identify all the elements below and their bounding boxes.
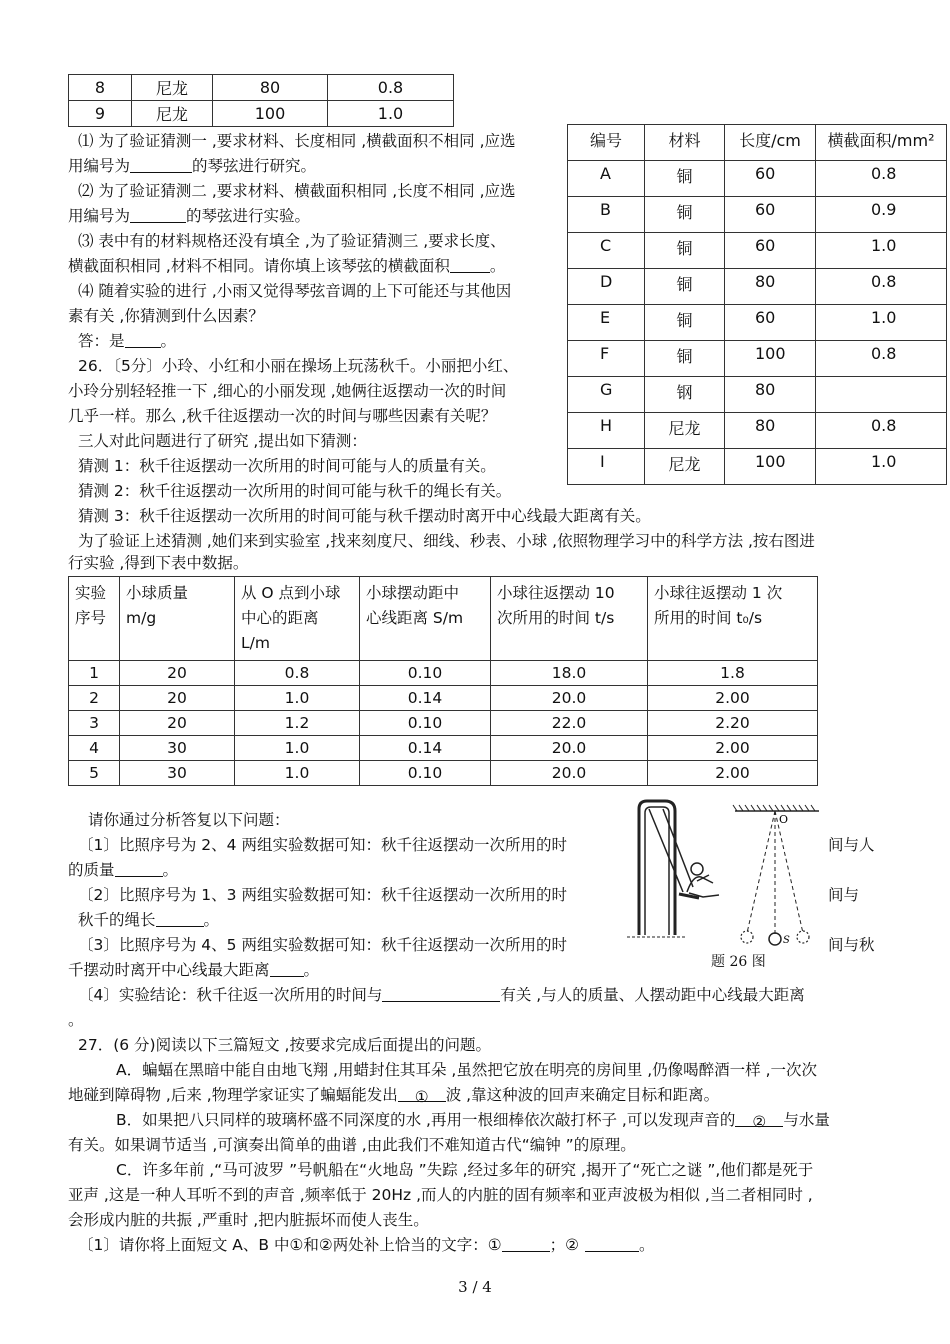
table-cell: 尼龙 <box>645 413 725 449</box>
text: 横截面积相同 ,材料不相同。请你填上该琴弦的横截面积 <box>68 257 450 275</box>
q25-part2-answer-line <box>68 204 310 229</box>
q25-part3-line: ⑶ 表中有的材料规格还没有填全 ,为了验证猜测三 ,要求长度、 <box>78 232 506 250</box>
text: 波 ,靠这种波的回声来确定目标和距离。 <box>445 1086 720 1104</box>
table-cell: 80 <box>213 75 328 101</box>
blank <box>115 860 163 877</box>
table-row <box>69 686 818 711</box>
blank <box>156 910 204 927</box>
string-table-continuation <box>68 74 454 127</box>
q26-line5: 为了验证上述猜测 ,她们来到实验室 ,找来刻度尺、细线、秒表、小球 ,依照物理学习中的科学方法 ,按右图进 <box>78 532 815 550</box>
analysis-q1-answer <box>68 858 178 883</box>
q27-a-line1: A．蝙蝠在黑暗中能自由地飞翔 ,用蜡封住其耳朵 ,虽然把它放在明亮的房间里 ,仍像喝醉酒一样 ,一次次 <box>116 1061 818 1079</box>
table-cell: F <box>568 341 645 377</box>
q26-line4: 三人对此问题进行了研究 ,提出如下猜测： <box>78 432 367 450</box>
q26-line3: 几乎一样。那么 ,秋千往返摆动一次的时间与哪些因素有关呢？ <box>68 407 497 425</box>
text: 与水量 <box>783 1111 830 1129</box>
table-row <box>568 449 947 485</box>
text: ；② <box>549 1236 580 1254</box>
table-cell: 2.00 <box>648 686 818 711</box>
table-cell: 2.20 <box>648 711 818 736</box>
table-cell: 铜 <box>645 341 725 377</box>
blank <box>585 1235 639 1252</box>
table-cell: 20 <box>120 661 235 686</box>
text: 答：是 <box>78 332 125 350</box>
q27-c-line1: C．许多年前 ,“马可波罗 ”号帆船在“火地岛 ”失踪 ,经过多年的研究 ,揭开了“死亡之谜 ”,他们都是死于 <box>116 1161 814 1179</box>
analysis-q2-tail: 间与 <box>828 886 860 904</box>
table-row <box>69 761 818 786</box>
table-cell: 18.0 <box>491 661 648 686</box>
pendulum-experiment-table <box>68 576 818 786</box>
table-row <box>69 661 818 686</box>
table-cell: A <box>568 161 645 197</box>
table-cell: 0.8 <box>235 661 360 686</box>
blank <box>450 256 490 273</box>
table-cell: 0.9 <box>816 197 947 233</box>
table-cell: 100 <box>725 449 816 485</box>
table-cell: 0.10 <box>360 761 491 786</box>
table-cell: 1.2 <box>235 711 360 736</box>
text: 用编号为 <box>68 207 131 225</box>
analysis-q3: 〔3〕比照序号为 4、5 两组实验数据可知：秋千往返摆动一次所用的时 <box>78 936 567 954</box>
table-header-row <box>568 125 947 161</box>
text: 千摆动时离开中心线最大距离 <box>68 961 270 979</box>
blank <box>125 331 161 348</box>
table-cell: 2.00 <box>648 736 818 761</box>
table-cell: 80 <box>725 269 816 305</box>
q27-b-line2: 有关。如果调节适当 ,可演奏出简单的曲谱 ,由此我们不难知道古代“编钟 ”的原理。 <box>68 1136 636 1154</box>
q27-question1 <box>78 1233 655 1258</box>
table-cell: 铜 <box>645 233 725 269</box>
table-cell: 1.0 <box>235 761 360 786</box>
distance-s-label: S <box>783 935 790 946</box>
table-row <box>69 711 818 736</box>
table-cell: 100 <box>213 101 328 127</box>
text: 。 <box>639 1236 655 1254</box>
table-cell: 5 <box>69 761 120 786</box>
table-cell: 0.14 <box>360 686 491 711</box>
table-cell: 22.0 <box>491 711 648 736</box>
table-cell: 0.10 <box>360 661 491 686</box>
table-header-cell: 实验 序号 <box>69 577 120 661</box>
table-cell: 尼龙 <box>132 101 213 127</box>
table-cell: 铜 <box>645 305 725 341</box>
q27-b-line1 <box>116 1108 830 1133</box>
q26-guess1: 猜测 1：秋千往返摆动一次所用的时间可能与人的质量有关。 <box>78 457 496 475</box>
text: 地碰到障碍物 ,后来 ,物理学家证实了蝙蝠能发出 <box>68 1086 398 1104</box>
analysis-q4 <box>78 983 805 1008</box>
table-cell: 30 <box>120 761 235 786</box>
point-o-label: O <box>779 813 789 826</box>
table-row <box>69 736 818 761</box>
table-row <box>568 377 947 413</box>
table-cell: G <box>568 377 645 413</box>
table-cell: 100 <box>725 341 816 377</box>
table-cell: 20.0 <box>491 761 648 786</box>
table-cell: 9 <box>69 101 132 127</box>
table-cell: 0.8 <box>816 161 947 197</box>
q26-guess2: 猜测 2：秋千往返摆动一次所用的时间可能与秋千的绳长有关。 <box>78 482 512 500</box>
text: 〔4〕实验结论：秋千往返一次所用的时间与 <box>78 986 383 1004</box>
q26-line2: 小玲分别轻轻推一下 ,细心的小丽发现 ,她俩往返摆动一次的时间 <box>68 382 507 400</box>
swing-pendulum-illustration <box>627 797 827 967</box>
table-cell: I <box>568 449 645 485</box>
table-cell: 1.0 <box>328 101 454 127</box>
table-cell: 60 <box>725 233 816 269</box>
table-header-cell: 小球质量 m/g <box>120 577 235 661</box>
table-cell: 1.0 <box>816 233 947 269</box>
text: 。 <box>489 257 506 275</box>
table-header-cell: 长度/cm <box>725 125 816 161</box>
table-row <box>568 413 947 449</box>
swing-pendulum-figure <box>627 797 827 971</box>
blank-marker-2: ② <box>735 1110 783 1127</box>
table-cell: 铜 <box>645 269 725 305</box>
table-cell: B <box>568 197 645 233</box>
table-cell: 2 <box>69 686 120 711</box>
table-header-row <box>69 577 818 661</box>
table-cell: H <box>568 413 645 449</box>
analysis-q3-tail: 间与秋 <box>828 936 875 954</box>
table-cell: 1.0 <box>816 449 947 485</box>
q25-part4-answer <box>78 329 176 354</box>
table-cell: 1.0 <box>816 305 947 341</box>
table-cell: D <box>568 269 645 305</box>
blank <box>502 1235 550 1252</box>
analysis-q3-answer <box>68 958 319 983</box>
text: 的琴弦进行实验。 <box>186 207 311 225</box>
figure-caption: 题 26 图 <box>711 954 766 970</box>
table-cell: 0.10 <box>360 711 491 736</box>
q27-c-line2: 亚声 ,这是一种人耳听不到的声音 ,频率低于 20Hz ,而人的内脏的固有频率和亚声波极为相似 ,当二者相同时 , <box>68 1186 813 1204</box>
text: 有关 ,与人的质量、人摆动距中心线最大距离 <box>500 986 805 1004</box>
table-header-cell: 编号 <box>568 125 645 161</box>
table-cell: 铜 <box>645 161 725 197</box>
table-cell: 1 <box>69 661 120 686</box>
table-row <box>568 341 947 377</box>
q27-a-line2 <box>68 1083 719 1108</box>
q26-guess3: 猜测 3：秋千往返摆动一次所用的时间可能与秋千摆动时离开中心线最大距离有关。 <box>78 507 651 525</box>
table-cell: C <box>568 233 645 269</box>
text: 的质量 <box>68 861 115 879</box>
table-cell: 钢 <box>645 377 725 413</box>
table-cell: 0.8 <box>816 269 947 305</box>
table-cell: 尼龙 <box>132 75 213 101</box>
table-header-cell: 材料 <box>645 125 725 161</box>
blank <box>130 206 186 223</box>
text: 秋千的绳长 <box>78 911 156 929</box>
q25-part1-line: ⑴ 为了验证猜测一 ,要求材料、长度相同 ,横截面积不相同 ,应选 <box>78 132 516 150</box>
table-header-cell: 从 O 点到小球 中心的距离 L/m <box>235 577 360 661</box>
table-cell: 铜 <box>645 197 725 233</box>
table-header-cell: 小球往返摆动 10 次所用的时间 t/s <box>491 577 648 661</box>
table-cell: 0.14 <box>360 736 491 761</box>
text: 用编号为 <box>68 157 131 175</box>
page-number: 3 / 4 <box>458 1278 492 1296</box>
text: 的琴弦进行研究。 <box>192 157 317 175</box>
table-row <box>568 197 947 233</box>
text: B．如果把八只同样的玻璃杯盛不同深度的水 ,再用一根细棒依次敲打杯子 ,可以发现声音的 <box>116 1111 736 1129</box>
analysis-q1-tail: 间与人 <box>828 836 875 854</box>
table-row <box>69 101 454 127</box>
text: 。 <box>162 861 179 879</box>
table-cell: 4 <box>69 736 120 761</box>
q25-part2-line: ⑵ 为了验证猜测二 ,要求材料、横截面积相同 ,长度不相同 ,应选 <box>78 182 516 200</box>
text: 。 <box>160 332 177 350</box>
table-cell: 20 <box>120 711 235 736</box>
analysis-q1: 〔1〕比照序号为 2、4 两组实验数据可知：秋千往返摆动一次所用的时 <box>78 836 567 854</box>
table-header-cell: 横截面积/mm² <box>816 125 947 161</box>
table-row <box>69 75 454 101</box>
table-cell: 0.8 <box>816 413 947 449</box>
string-spec-table <box>567 124 947 485</box>
table-cell: 60 <box>725 197 816 233</box>
analysis-intro: 请你通过分析答复以下问题： <box>88 811 290 829</box>
q27-title: 27．(6 分)阅读以下三篇短文 ,按要求完成后面提出的问题。 <box>78 1036 491 1054</box>
text: 。 <box>203 911 220 929</box>
table-cell: 80 <box>725 377 816 413</box>
table-cell: 20.0 <box>491 686 648 711</box>
text: 〔1〕请你将上面短文 A、B 中①和②两处补上恰当的文字：① <box>78 1236 502 1254</box>
table-row <box>568 269 947 305</box>
table-cell: 2.00 <box>648 761 818 786</box>
q25-part1-answer-line <box>68 154 316 179</box>
table-cell: 1.0 <box>235 686 360 711</box>
table-row <box>568 161 947 197</box>
q25-part4-line2: 素有关 ,你猜测到什么因素？ <box>68 307 264 325</box>
table-header-cell: 小球摆动距中 心线距离 S/m <box>360 577 491 661</box>
q26-line1: 26．〔5分〕小玲、小红和小丽在操场上玩荡秋千。小丽把小红、 <box>78 357 519 375</box>
q27-c-line3: 会形成内脏的共振 ,严重时 ,把内脏振坏而使人丧生。 <box>68 1211 429 1229</box>
table-cell: 60 <box>725 305 816 341</box>
table-cell: 1.0 <box>235 736 360 761</box>
table-cell: 1.8 <box>648 661 818 686</box>
analysis-q4-end: 。 <box>68 1011 84 1029</box>
text: 。 <box>303 961 320 979</box>
table-cell: 尼龙 <box>645 449 725 485</box>
q26-line6: 行实验 ,得到下表中数据。 <box>68 554 249 572</box>
q25-part3-answer-line <box>68 254 505 279</box>
table-row <box>568 233 947 269</box>
blank <box>382 985 500 1002</box>
table-cell: 30 <box>120 736 235 761</box>
table-cell: 80 <box>725 413 816 449</box>
table-header-cell: 小球往返摆动 1 次 所用的时间 t₀/s <box>648 577 818 661</box>
blank <box>270 960 304 977</box>
q25-part4-line: ⑷ 随着实验的进行 ,小雨又觉得琴弦音调的上下可能还与其他因 <box>78 282 512 300</box>
table-cell: 3 <box>69 711 120 736</box>
analysis-q2-answer <box>78 908 219 933</box>
table-row <box>568 305 947 341</box>
table-cell: 20.0 <box>491 736 648 761</box>
table-cell: E <box>568 305 645 341</box>
blank-marker-1: ① <box>398 1085 446 1102</box>
blank <box>130 156 192 173</box>
table-cell <box>816 377 947 413</box>
table-cell: 0.8 <box>328 75 454 101</box>
table-cell: 20 <box>120 686 235 711</box>
analysis-q2: 〔2〕比照序号为 1、3 两组实验数据可知：秋千往返摆动一次所用的时 <box>78 886 567 904</box>
table-cell: 60 <box>725 161 816 197</box>
table-cell: 8 <box>69 75 132 101</box>
table-cell: 0.8 <box>816 341 947 377</box>
